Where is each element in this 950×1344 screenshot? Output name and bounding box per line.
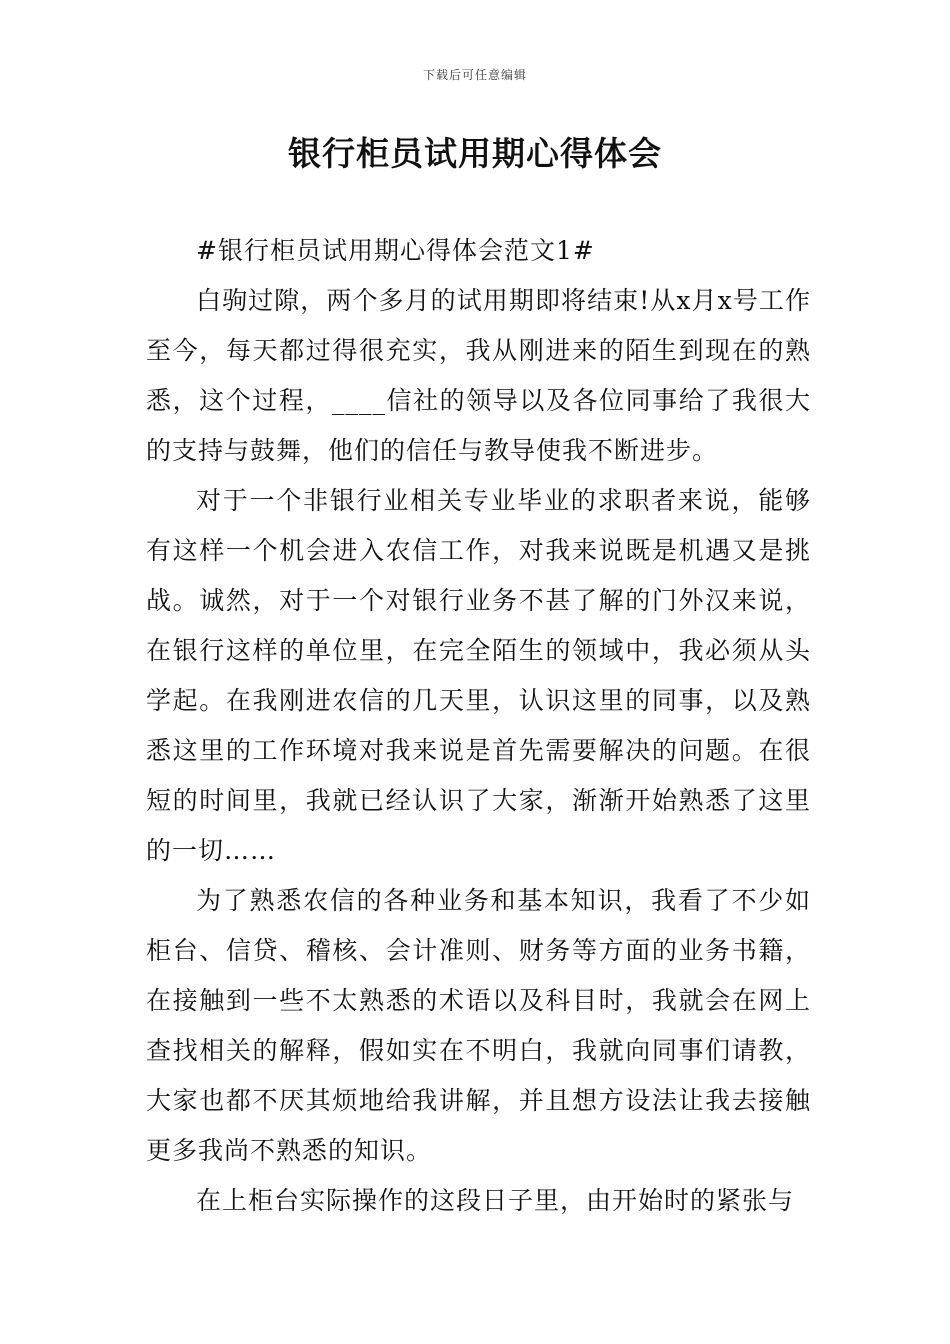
paragraph-counter-work: 在上柜台实际操作的这段日子里，由开始时的紧张与 — [196, 1186, 795, 1215]
document-title: 银行柜员试用期心得体会 — [288, 134, 662, 173]
paragraph-learning: 为了熟悉农信的各种业务和基本知识，我看了不少如柜台、信贷、稽核、会计准则、财务等方面的业务书籍，在接触到一些不太熟悉的术语以及科目时，我就会在网上查找相关的解释，假如实在不明白，我就向同事们请教，大家也都不厌其烦地给我讲解，并且想方设法让我去接触更多我尚不熟悉的知识。 — [146, 886, 811, 1165]
paragraph-section-heading: #银行柜员试用期心得体会范文1# — [196, 236, 595, 265]
header-note: 下载后可任意编辑 — [422, 68, 527, 82]
paragraph-challenge: 对于一个非银行业相关专业毕业的求职者来说，能够有这样一个机会进入农信工作，对我来说既是机遇又是挑战。诚然，对于一个对银行业务不甚了解的门外汉来说，在银行这样的单位里，在完全陌生的领域中，我必须从头学起。在我刚进农信的几天里，认识这里的同事，以及熟悉这里的工作环境对我来说是首先需要解决的问题。在很短的时间里，我就已经认识了大家，渐渐开始熟悉了这里的一切…… — [146, 486, 811, 865]
document-body — [146, 226, 811, 1226]
paragraph-intro: 白驹过隙，两个多月的试用期即将结束!从x月x号工作至今，每天都过得很充实，我从刚进来的陌生到现在的熟悉，这个过程，____信社的领导以及各位同事给了我很大的支持与鼓舞，他们的信任与教导使我不断进步。 — [146, 286, 811, 465]
